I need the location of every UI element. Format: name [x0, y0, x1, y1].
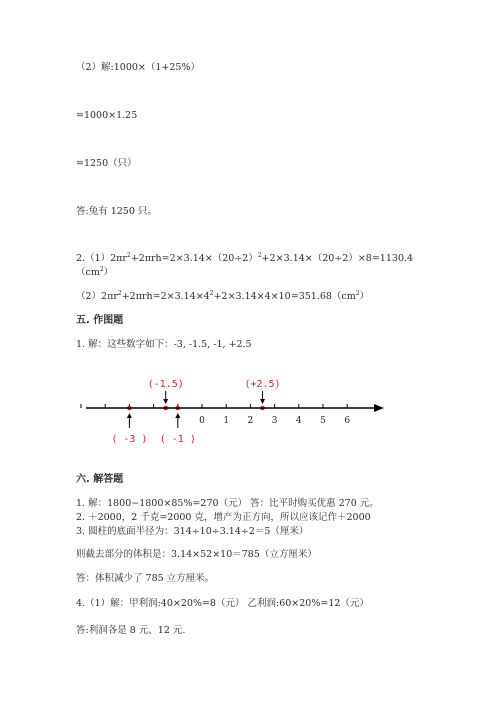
q2-part1-line: [76, 252, 413, 265]
q2-part2-a: （2）2πr: [76, 291, 118, 302]
number-line-figure: [76, 370, 396, 450]
number-line-tick-label: 1: [223, 416, 230, 426]
section-6-line4: 则截去部分的体积是：3.14×52×10＝785（立方厘米）: [76, 549, 317, 560]
q2-unit-a: （cm: [76, 267, 100, 278]
q2-part1-a: 2.（1）2πr: [76, 253, 127, 264]
q2-part1-c: +2×3.14×（20÷2）×8=1130.4: [261, 253, 414, 264]
section-5-line1: 1. 解：这些数字如下：-3, -1.5, -1, +2.5: [76, 339, 252, 350]
answer-part2-line3: =1250（只）: [76, 158, 137, 169]
q2-part2-c: +2×3.14×4×10=351.68（cm: [213, 291, 356, 302]
answer-part2-line2: =1000×1.25: [76, 110, 138, 121]
q2-part2-b: +2πrh=2×3.14×4: [121, 291, 210, 302]
q2-part2-line: [76, 290, 369, 303]
section-6-line2: 2. ＋2000，2 千克=2000 克，增产为正方向，所以应该记作＋2000: [76, 512, 371, 523]
section-6-line7: 答:利润各是 8 元、12 元.: [76, 625, 186, 636]
number-line-tick-label: 2: [247, 416, 254, 426]
q2-part2-d: ）: [359, 291, 370, 302]
q2-sup-c: 2: [99, 265, 104, 273]
number-line-upper-label: (+2.5): [244, 379, 281, 390]
q2-sup-e: 2: [209, 289, 214, 297]
q2-sup-f: 2: [355, 289, 360, 297]
number-line-tick-label: 4: [295, 416, 302, 426]
section-6-heading: 六. 解答题: [76, 474, 124, 485]
q2-sup-d: 2: [117, 289, 122, 297]
q2-part1-b: +2πrh=2×3.14×（20÷2）: [130, 253, 258, 264]
section-5-heading: 五. 作图题: [76, 315, 124, 326]
section-6-line3: 3. 圆柱的底面半径为：314÷10÷3.14÷2＝5（厘米）: [76, 526, 309, 537]
section-6-line1: 1. 解：1800−1800×85%=270（元） 答：比平时购买优惠 270 元。: [76, 498, 379, 509]
answer-part2-line1: （2）解:1000×（1+25%）: [76, 62, 201, 73]
number-line-tick-label: 3: [271, 416, 278, 426]
q2-part1-unit-line: [76, 266, 113, 279]
number-line-tick-label: 6: [344, 416, 351, 426]
number-line-tick-label: 5: [320, 416, 326, 426]
q2-sup-a: 2: [126, 251, 131, 259]
number-line-lower-label: ( -1 ): [159, 434, 196, 445]
up-arrow-head: [175, 413, 180, 418]
section-6-line5: 答：体积减少了 785 立方厘米。: [76, 573, 215, 584]
up-arrow-head: [127, 413, 132, 418]
section-6-line6: 4.（1）解：甲利润:40×20%=8（元） 乙利润:60×20%=12（元）: [76, 598, 369, 609]
q2-unit-b: ）: [103, 267, 114, 278]
number-line-arrowhead: [374, 404, 384, 412]
number-line-tick-label: 0: [199, 416, 205, 426]
down-arrow-head: [163, 399, 168, 404]
number-line-lower-label: ( -3 ): [111, 434, 148, 445]
number-line-upper-label: (-1.5): [147, 379, 184, 390]
q2-sup-b: 2: [257, 251, 262, 259]
answer-part2-line4: 答:兔有 1250 只。: [76, 206, 157, 217]
down-arrow-head: [260, 399, 265, 404]
